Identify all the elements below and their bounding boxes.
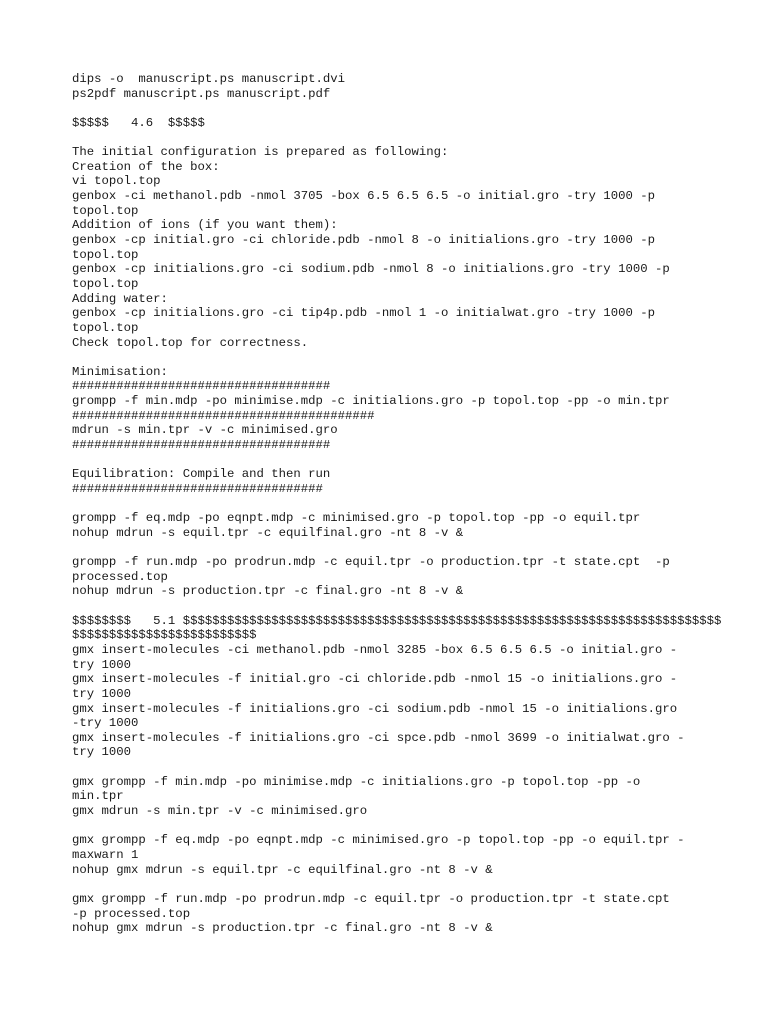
text-line: [72, 599, 712, 614]
text-line: min.tpr: [72, 789, 124, 804]
text-line: grompp -f eq.mdp -po eqnpt.mdp -c minimised.gro -p topol.top -pp -o equil.tpr: [72, 511, 641, 526]
text-line: gmx insert-molecules -f initialions.gro -ci spce.pdb -nmol 3699 -o initialwat.gro -: [72, 730, 685, 745]
text-line: nohup gmx mdrun -s production.tpr -c final.gro -nt 8 -v &: [72, 921, 493, 936]
text-line: ##################################: [72, 481, 323, 496]
text-line: ps2pdf manuscript.ps manuscript.pdf: [72, 86, 331, 101]
text-line: [72, 131, 712, 146]
text-line: Equilibration: Compile and then run: [72, 467, 331, 482]
text-line: -p processed.top: [72, 906, 191, 921]
text-line: genbox -cp initialions.gro -ci tip4p.pdb -nmol 1 -o initialwat.gro -try 1000 -p: [72, 306, 655, 321]
text-line: topol.top: [72, 247, 139, 262]
text-line: -try 1000: [72, 716, 139, 731]
text-line: [72, 541, 712, 556]
text-line: gmx grompp -f eq.mdp -po eqnpt.mdp -c minimised.gro -p topol.top -pp -o equil.tpr -: [72, 833, 685, 848]
text-line: genbox -cp initial.gro -ci chloride.pdb -nmol 8 -o initialions.gro -try 1000 -p: [72, 233, 655, 248]
text-line: mdrun -s min.tpr -v -c minimised.gro: [72, 423, 338, 438]
text-line: $$$$$$$$$$$$$$$$$$$$$$$$$: [72, 628, 257, 643]
text-line: topol.top: [72, 203, 139, 218]
text-line: genbox -ci methanol.pdb -nmol 3705 -box 6.5 6.5 6.5 -o initial.gro -try 1000 -p: [72, 189, 655, 204]
text-line: $$$$$ 4.6 $$$$$: [72, 115, 205, 130]
text-line: gmx mdrun -s min.tpr -v -c minimised.gro: [72, 804, 368, 819]
text-line: try 1000: [72, 657, 132, 672]
text-line: $$$$$$$$ 5.1 $$$$$$$$$$$$$$$$$$$$$$$$$$$$$$$$$$$$$$$$$$$$$$$$$$$$$$$$$$$$$$$$$$$$$$$$$: [72, 613, 722, 628]
text-line: [72, 350, 712, 365]
text-line: nohup gmx mdrun -s equil.tpr -c equilfinal.gro -nt 8 -v &: [72, 862, 493, 877]
text-line: #########################################: [72, 408, 375, 423]
text-line: grompp -f min.mdp -po minimise.mdp -c initialions.gro -p topol.top -pp -o min.tpr: [72, 394, 670, 409]
text-line: Creation of the box:: [72, 159, 220, 174]
document-page: [72, 72, 722, 936]
text-line: [72, 760, 712, 775]
text-line: try 1000: [72, 745, 132, 760]
text-line: [72, 819, 712, 834]
text-line: topol.top: [72, 276, 139, 291]
text-line: maxwarn 1: [72, 847, 139, 862]
text-line: Addition of ions (if you want them):: [72, 218, 338, 233]
text-line: nohup mdrun -s production.tpr -c final.gro -nt 8 -v &: [72, 584, 464, 599]
text-line: gmx grompp -f min.mdp -po minimise.mdp -c initialions.gro -p topol.top -pp -o: [72, 774, 641, 789]
text-line: [72, 877, 712, 892]
text-line: nohup mdrun -s equil.tpr -c equilfinal.gro -nt 8 -v &: [72, 525, 464, 540]
text-line: vi topol.top: [72, 174, 161, 189]
text-line: gmx insert-molecules -f initial.gro -ci chloride.pdb -nmol 15 -o initialions.gro -: [72, 672, 678, 687]
text-line: gmx insert-molecules -ci methanol.pdb -nmol 3285 -box 6.5 6.5 6.5 -o initial.gro -: [72, 642, 678, 657]
text-line: The initial configuration is prepared as following:: [72, 145, 449, 160]
text-line: try 1000: [72, 686, 132, 701]
text-line: Minimisation:: [72, 364, 168, 379]
text-line: [72, 453, 712, 468]
text-line: Check topol.top for correctness.: [72, 335, 309, 350]
text-line: topol.top: [72, 320, 139, 335]
text-line: Adding water:: [72, 291, 168, 306]
text-line: gmx insert-molecules -f initialions.gro -ci sodium.pdb -nmol 15 -o initialions.gro: [72, 701, 678, 716]
text-line: gmx grompp -f run.mdp -po prodrun.mdp -c equil.tpr -o production.tpr -t state.cpt: [72, 891, 670, 906]
text-line: processed.top: [72, 569, 168, 584]
text-line: [72, 101, 712, 116]
text-line: ###################################: [72, 438, 331, 453]
text-line: genbox -cp initialions.gro -ci sodium.pdb -nmol 8 -o initialions.gro -try 1000 -p: [72, 262, 670, 277]
text-line: [72, 497, 712, 512]
text-line: ###################################: [72, 379, 331, 394]
text-line: grompp -f run.mdp -po prodrun.mdp -c equil.tpr -o production.tpr -t state.cpt -p: [72, 555, 670, 570]
text-line: dips -o manuscript.ps manuscript.dvi: [72, 72, 346, 86]
